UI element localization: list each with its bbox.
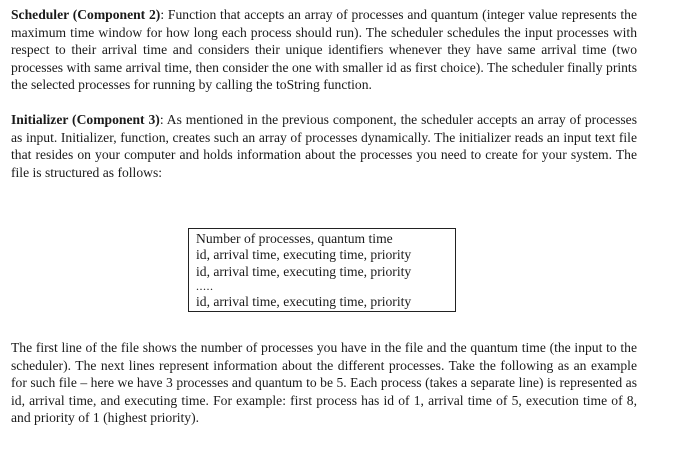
- file-format-line-process: id, arrival time, executing time, priority: [196, 247, 412, 263]
- scheduler-text: : Function that accepts an array of processes and quantum (integer value represents the maximum time window for how long each process should run). The scheduler schedules the input processes with respect to their arrival time and considers their unique identifiers whenever they have same arrival time (two processes with same arrival time, then consider the one with smaller id as first choice). The scheduler finally prints the selected processes for running by calling the toString function.: [11, 7, 637, 93]
- explanation-paragraph: The first line of the file shows the number of processes you have in the file and the quantum time (the input to the scheduler). The next lines represent information about the different processes. Take the following as an example for such file – here we have 3 processes and quantum to be 5. Each process (takes a separate line) is represented as id, arrival time, and executing time. For example: first process has id of 1, arrival time of 5, execution time of 8, and priority of 1 (highest priority).: [11, 340, 637, 426]
- initializer-heading: Initializer (Component 3): [11, 112, 160, 127]
- scheduler-paragraph: [11, 6, 637, 94]
- file-format-ellipsis: .....: [196, 279, 214, 294]
- file-format-line-process: id, arrival time, executing time, priority: [196, 294, 412, 310]
- file-format-box: [188, 228, 456, 312]
- file-format-line-process: id, arrival time, executing time, priority: [196, 263, 412, 279]
- file-format-line-header: Number of processes, quantum time: [196, 231, 393, 246]
- scheduler-heading: Scheduler (Component 2): [11, 7, 161, 22]
- initializer-paragraph: [11, 111, 637, 181]
- initializer-text: : As mentioned in the previous component, the scheduler accepts an array of processes as input. Initializer, function, creates such an array of processes dynamically. The initializer reads an input text file that resides on your computer and holds information about the processes you need to create for your system. The file is structured as follows:: [11, 112, 637, 180]
